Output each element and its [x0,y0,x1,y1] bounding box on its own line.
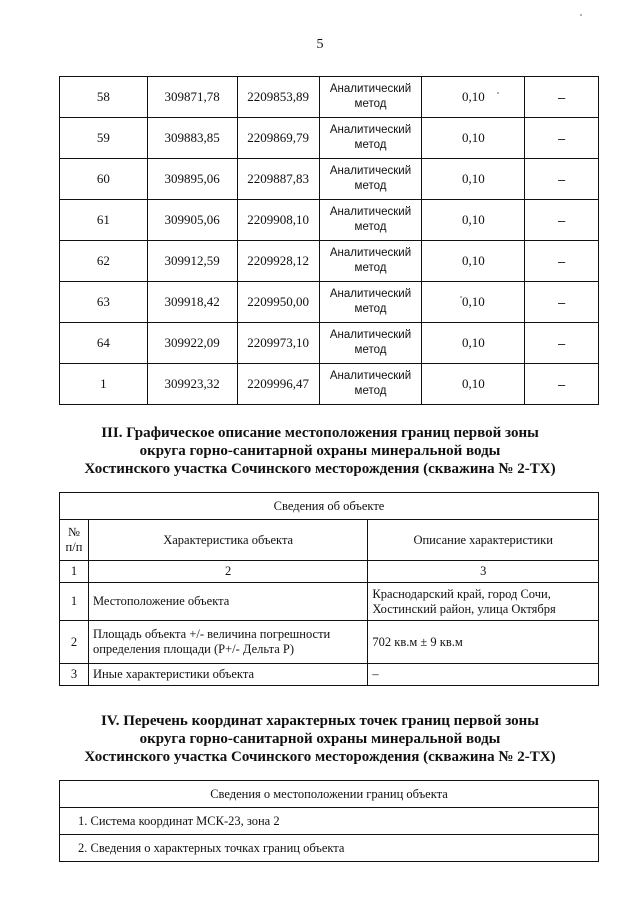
note-cell: – [525,118,599,159]
y-coordinate-cell: 2209908,10 [237,200,319,241]
row-num: 3 [60,664,89,686]
method-line-1: Аналитический [329,247,412,259]
method-line-2: метод [354,139,387,151]
method-line-1: Аналитический [329,370,412,382]
scan-dot [497,92,499,94]
x-coordinate-cell: 309895,06 [147,159,237,200]
index-cell-1: 1 [60,561,89,583]
method-line-2: метод [354,221,387,233]
point-number-cell: 59 [60,118,148,159]
row-description: 702 кв.м ± 9 кв.м [368,621,599,664]
error-cell: 0,10 [422,200,525,241]
section-4-line-1: IV. Перечень координат характерных точек границ первой зоны [100,713,540,729]
row-num: 1 [60,583,89,621]
method-cell [319,200,422,241]
section-4-line-2: округа горно-санитарной охраны минеральной воды [139,731,501,747]
section-3-line-2: округа горно-санитарной охраны минеральной воды [139,443,501,459]
error-cell: 0,10 [422,159,525,200]
error-cell: 0,10 [422,323,525,364]
section-3-heading [0,424,640,478]
point-number-cell: 64 [60,323,148,364]
method-line-1: Аналитический [329,83,412,95]
method-line-1: Аналитический [329,288,412,300]
x-coordinate-cell: 309912,59 [147,241,237,282]
coordinates-table [59,76,599,405]
coordinate-row [60,77,599,118]
x-coordinate-cell: 309871,78 [147,77,237,118]
y-coordinate-cell: 2209887,83 [237,159,319,200]
note-cell: – [525,159,599,200]
object-info-table [59,492,599,686]
header-num-line-2: п/п [65,540,83,554]
row-characteristic: Местоположение объекта [88,583,367,621]
method-line-2: метод [354,344,387,356]
method-line-2: метод [354,303,387,315]
scan-dot [460,296,462,298]
section-4-heading [0,712,640,766]
header-num-cell [60,520,89,561]
row-description: – [368,664,599,686]
header-characteristic: Характеристика объекта [88,520,367,561]
point-number-cell: 60 [60,159,148,200]
index-cell-3: 3 [368,561,599,583]
boundary-points-item: 2. Сведения о характерных точках границ объекта [60,835,599,862]
error-cell: 0,10 [422,282,525,323]
method-cell [319,282,422,323]
row-num: 2 [60,621,89,664]
row-description [368,583,599,621]
characteristic-line-2: определения площади (Р+/- Дельта Р) [92,642,295,656]
method-line-1: Аналитический [329,329,412,341]
method-cell [319,364,422,405]
coordinate-row [60,323,599,364]
coordinate-row [60,118,599,159]
scan-dot [580,14,582,16]
page-number: 5 [316,37,324,52]
point-number-cell: 1 [60,364,148,405]
note-cell: – [525,364,599,405]
y-coordinate-cell: 2209950,00 [237,282,319,323]
method-cell [319,118,422,159]
section-3-line-1: III. Графическое описание местоположения границ первой зоны [101,425,539,441]
coordinate-system-item: 1. Система координат МСК-23, зона 2 [60,808,599,835]
section-3-line-3: Хостинского участка Сочинского месторождения (скважина № 2-ТХ) [84,461,556,477]
x-coordinate-cell: 309883,85 [147,118,237,159]
index-cell-2: 2 [88,561,367,583]
error-cell: 0,10 [422,364,525,405]
note-cell: – [525,282,599,323]
coordinate-row [60,364,599,405]
point-number-cell: 62 [60,241,148,282]
method-line-1: Аналитический [329,165,412,177]
error-cell: 0,10 [422,118,525,159]
point-number-cell: 63 [60,282,148,323]
coordinate-row [60,282,599,323]
object-table-title: Сведения об объекте [60,493,599,520]
header-num-line-1: № [68,525,80,539]
method-cell [319,159,422,200]
x-coordinate-cell: 309905,06 [147,200,237,241]
y-coordinate-cell: 2209869,79 [237,118,319,159]
error-cell: 0,10 [422,241,525,282]
method-cell [319,323,422,364]
point-number-cell: 58 [60,77,148,118]
location-table-title: Сведения о местоположении границ объекта [60,781,599,808]
method-line-1: Аналитический [329,206,412,218]
y-coordinate-cell: 2209853,89 [237,77,319,118]
note-cell: – [525,77,599,118]
location-table [59,780,599,862]
method-cell [319,241,422,282]
note-cell: – [525,241,599,282]
method-cell [319,77,422,118]
note-cell: – [525,200,599,241]
coordinate-row [60,200,599,241]
method-line-2: метод [354,262,387,274]
header-description: Описание характеристики [368,520,599,561]
y-coordinate-cell: 2209996,47 [237,364,319,405]
section-4-line-3: Хостинского участка Сочинского месторождения (скважина № 2-ТХ) [84,749,556,765]
method-line-1: Аналитический [329,124,412,136]
note-cell: – [525,323,599,364]
point-number-cell: 61 [60,200,148,241]
method-line-2: метод [354,98,387,110]
y-coordinate-cell: 2209928,12 [237,241,319,282]
characteristic-line-1: Площадь объекта +/- величина погрешности [92,627,331,641]
coordinate-row [60,159,599,200]
coordinate-row [60,241,599,282]
error-cell: 0,10 [422,77,525,118]
method-line-2: метод [354,180,387,192]
method-line-2: метод [354,385,387,397]
x-coordinate-cell: 309918,42 [147,282,237,323]
x-coordinate-cell: 309922,09 [147,323,237,364]
description-line-1: Краснодарский край, город Сочи, [372,586,551,601]
row-characteristic [88,621,367,664]
y-coordinate-cell: 2209973,10 [237,323,319,364]
row-characteristic: Иные характеристики объекта [88,664,367,686]
x-coordinate-cell: 309923,32 [147,364,237,405]
description-line-2: Хостинский район, улица Октября [372,601,556,616]
